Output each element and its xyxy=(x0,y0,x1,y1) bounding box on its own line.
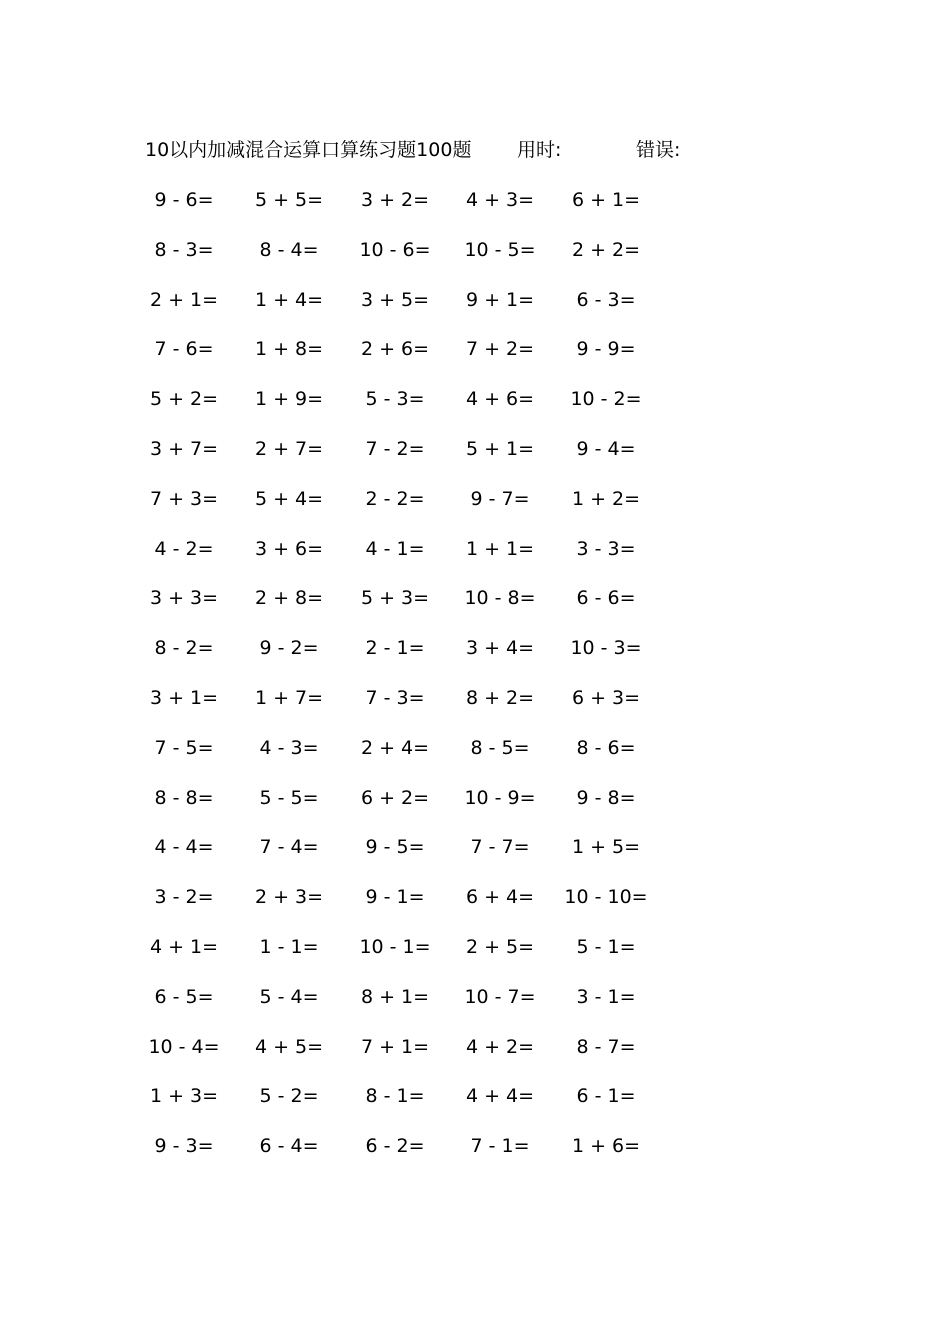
math-problem: 8 + 1= xyxy=(360,986,430,1008)
math-problem: 6 + 2= xyxy=(360,787,430,809)
math-problem: 7 - 3= xyxy=(365,687,425,709)
math-problem: 4 - 4= xyxy=(154,836,214,858)
math-problem: 1 + 2= xyxy=(571,488,641,510)
math-problem: 8 - 2= xyxy=(154,637,214,659)
math-problem: 1 + 7= xyxy=(254,687,324,709)
math-problem: 1 + 4= xyxy=(254,289,324,311)
math-problem: 5 + 1= xyxy=(465,438,535,460)
math-problem: 2 + 2= xyxy=(571,239,641,261)
math-problem: 3 + 3= xyxy=(149,587,219,609)
math-problem: 9 - 6= xyxy=(154,189,214,211)
math-problem: 2 + 4= xyxy=(360,737,430,759)
math-problem: 2 - 2= xyxy=(365,488,425,510)
math-problem: 8 - 8= xyxy=(154,787,214,809)
math-problem: 8 + 2= xyxy=(465,687,535,709)
math-problem: 5 + 3= xyxy=(360,587,430,609)
math-problem: 9 - 5= xyxy=(365,836,425,858)
math-problem: 10 - 3= xyxy=(570,637,642,659)
math-problem: 4 + 2= xyxy=(465,1036,535,1058)
math-problem: 4 - 2= xyxy=(154,538,214,560)
math-problem: 1 + 6= xyxy=(571,1135,641,1157)
math-problem: 2 + 1= xyxy=(149,289,219,311)
math-problem: 10 - 6= xyxy=(359,239,431,261)
math-problem: 6 - 6= xyxy=(576,587,636,609)
math-problem: 7 + 3= xyxy=(149,488,219,510)
math-problem: 4 - 1= xyxy=(365,538,425,560)
math-problem: 9 + 1= xyxy=(465,289,535,311)
math-problem: 7 - 7= xyxy=(470,836,530,858)
math-problem: 8 - 6= xyxy=(576,737,636,759)
math-problem: 5 - 1= xyxy=(576,936,636,958)
math-problem: 4 + 4= xyxy=(465,1085,535,1107)
math-problem: 8 - 7= xyxy=(576,1036,636,1058)
math-problem: 7 - 6= xyxy=(154,338,214,360)
math-problem: 1 + 9= xyxy=(254,388,324,410)
math-problem: 1 + 3= xyxy=(149,1085,219,1107)
math-problem: 6 - 5= xyxy=(154,986,214,1008)
math-problem: 6 - 2= xyxy=(365,1135,425,1157)
math-problem: 2 + 7= xyxy=(254,438,324,460)
math-problem: 10 - 8= xyxy=(464,587,536,609)
math-problem: 8 - 4= xyxy=(259,239,319,261)
math-problem: 4 + 3= xyxy=(465,189,535,211)
math-problem: 6 + 3= xyxy=(571,687,641,709)
math-problem: 6 - 1= xyxy=(576,1085,636,1107)
math-problem: 7 - 5= xyxy=(154,737,214,759)
math-problem: 10 - 9= xyxy=(464,787,536,809)
math-problem: 3 + 1= xyxy=(149,687,219,709)
math-problem: 9 - 2= xyxy=(259,637,319,659)
math-problem: 10 - 1= xyxy=(359,936,431,958)
math-problem: 3 - 2= xyxy=(154,886,214,908)
math-problem: 5 + 4= xyxy=(254,488,324,510)
math-problem: 4 + 5= xyxy=(254,1036,324,1058)
math-problem: 10 - 10= xyxy=(564,886,648,908)
math-problem: 2 + 5= xyxy=(465,936,535,958)
math-problem: 3 + 4= xyxy=(465,637,535,659)
worksheet-title: 10以内加减混合运算口算练习题100题 xyxy=(145,139,472,161)
math-problem: 3 - 3= xyxy=(576,538,636,560)
math-problem: 7 - 1= xyxy=(470,1135,530,1157)
math-problem: 6 + 4= xyxy=(465,886,535,908)
math-problem: 1 - 1= xyxy=(259,936,319,958)
math-problem: 9 - 7= xyxy=(470,488,530,510)
math-problem: 5 - 5= xyxy=(259,787,319,809)
math-problem: 2 + 3= xyxy=(254,886,324,908)
math-problem: 10 - 2= xyxy=(570,388,642,410)
math-problem: 5 + 5= xyxy=(254,189,324,211)
math-problem: 7 + 1= xyxy=(360,1036,430,1058)
math-problem: 4 + 6= xyxy=(465,388,535,410)
math-problem: 7 + 2= xyxy=(465,338,535,360)
math-problem: 10 - 5= xyxy=(464,239,536,261)
math-problem: 9 - 3= xyxy=(154,1135,214,1157)
math-problem: 4 + 1= xyxy=(149,936,219,958)
math-problem: 9 - 9= xyxy=(576,338,636,360)
math-problem: 5 + 2= xyxy=(149,388,219,410)
math-problem: 10 - 7= xyxy=(464,986,536,1008)
math-problem: 1 + 5= xyxy=(571,836,641,858)
time-label: 用时: xyxy=(517,139,562,161)
math-problem: 3 - 1= xyxy=(576,986,636,1008)
math-problem: 5 - 4= xyxy=(259,986,319,1008)
math-problem: 2 + 8= xyxy=(254,587,324,609)
math-problem: 4 - 3= xyxy=(259,737,319,759)
math-problem: 7 - 2= xyxy=(365,438,425,460)
math-problem: 5 - 2= xyxy=(259,1085,319,1107)
math-problem: 6 - 4= xyxy=(259,1135,319,1157)
math-problem: 5 - 3= xyxy=(365,388,425,410)
math-problem: 3 + 6= xyxy=(254,538,324,560)
math-problem: 8 - 5= xyxy=(470,737,530,759)
errors-label: 错误: xyxy=(636,139,681,161)
math-problem: 1 + 1= xyxy=(465,538,535,560)
math-problem: 7 - 4= xyxy=(259,836,319,858)
math-problem: 8 - 1= xyxy=(365,1085,425,1107)
math-problem: 1 + 8= xyxy=(254,338,324,360)
math-problem: 9 - 4= xyxy=(576,438,636,460)
math-problem: 10 - 4= xyxy=(148,1036,220,1058)
math-problem: 6 + 1= xyxy=(571,189,641,211)
math-problem: 3 + 2= xyxy=(360,189,430,211)
math-problem: 3 + 7= xyxy=(149,438,219,460)
math-problem: 3 + 5= xyxy=(360,289,430,311)
math-problem: 6 - 3= xyxy=(576,289,636,311)
math-problem: 9 - 1= xyxy=(365,886,425,908)
math-problem: 9 - 8= xyxy=(576,787,636,809)
math-problem: 2 + 6= xyxy=(360,338,430,360)
math-problem: 2 - 1= xyxy=(365,637,425,659)
math-problem: 8 - 3= xyxy=(154,239,214,261)
